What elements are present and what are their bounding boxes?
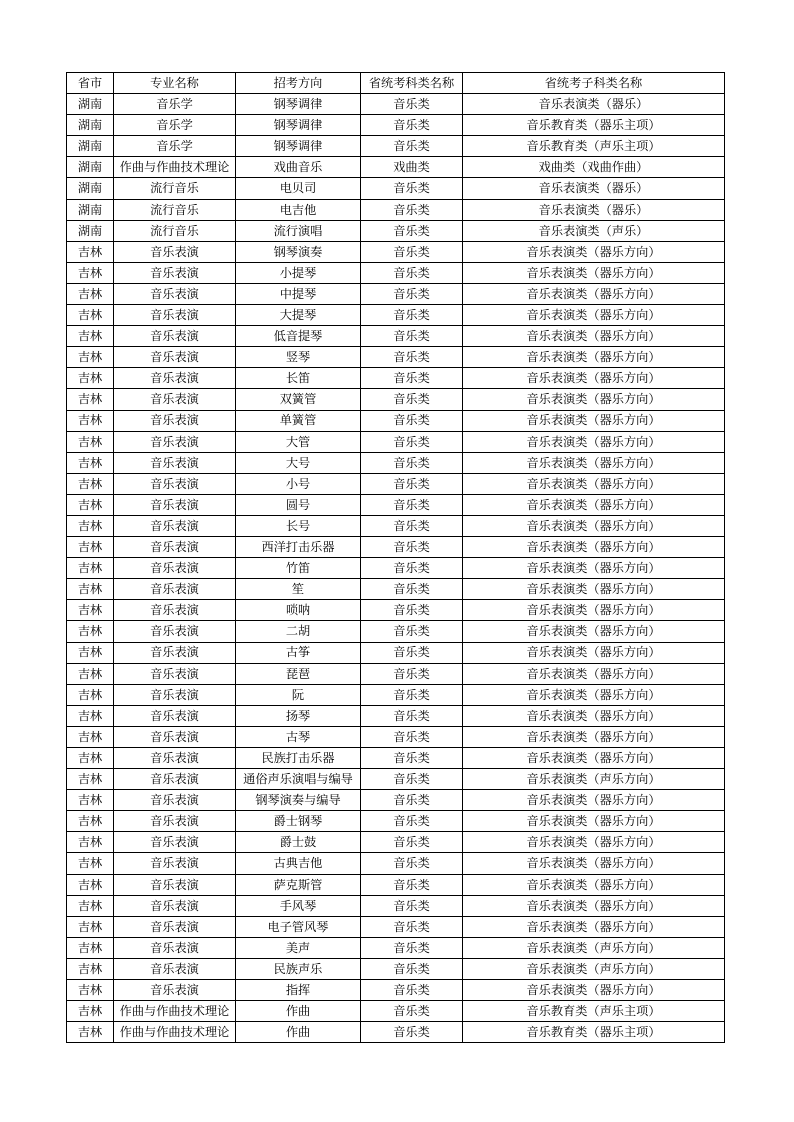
major-cell: 音乐表演	[114, 452, 236, 473]
province-cell: 吉林	[67, 769, 114, 790]
direction-cell: 长号	[236, 515, 361, 536]
enrollment-table	[66, 72, 725, 1043]
subcategory-cell: 音乐表演类（器乐方向）	[463, 537, 725, 558]
table-row	[67, 515, 725, 536]
province-cell: 吉林	[67, 283, 114, 304]
major-cell: 音乐表演	[114, 473, 236, 494]
major-cell: 音乐表演	[114, 853, 236, 874]
direction-cell: 圆号	[236, 494, 361, 515]
category-cell: 音乐类	[361, 494, 463, 515]
major-cell: 音乐学	[114, 136, 236, 157]
province-cell: 吉林	[67, 410, 114, 431]
major-cell: 音乐表演	[114, 980, 236, 1001]
table-row	[67, 220, 725, 241]
subcategory-cell: 音乐表演类（声乐方向）	[463, 958, 725, 979]
header-direction: 招考方向	[236, 73, 361, 94]
category-cell: 音乐类	[361, 579, 463, 600]
category-cell: 音乐类	[361, 537, 463, 558]
direction-cell: 钢琴调律	[236, 115, 361, 136]
direction-cell: 小号	[236, 473, 361, 494]
table-row	[67, 410, 725, 431]
category-cell: 音乐类	[361, 895, 463, 916]
table-row	[67, 431, 725, 452]
subcategory-cell: 音乐表演类（器乐方向）	[463, 326, 725, 347]
subcategory-cell: 音乐表演类（器乐方向）	[463, 748, 725, 769]
direction-cell: 阮	[236, 684, 361, 705]
direction-cell: 二胡	[236, 621, 361, 642]
major-cell: 音乐表演	[114, 937, 236, 958]
category-cell: 音乐类	[361, 663, 463, 684]
table-row	[67, 494, 725, 515]
subcategory-cell: 音乐表演类（器乐方向）	[463, 558, 725, 579]
category-cell: 音乐类	[361, 853, 463, 874]
category-cell: 音乐类	[361, 832, 463, 853]
table-row	[67, 199, 725, 220]
category-cell: 音乐类	[361, 283, 463, 304]
table-row	[67, 684, 725, 705]
province-cell: 吉林	[67, 916, 114, 937]
province-cell: 湖南	[67, 94, 114, 115]
major-cell: 作曲与作曲技术理论	[114, 1001, 236, 1022]
table-row	[67, 262, 725, 283]
subcategory-cell: 音乐表演类（器乐）	[463, 178, 725, 199]
table-row	[67, 726, 725, 747]
table-row	[67, 1022, 725, 1043]
header-category: 省统考科类名称	[361, 73, 463, 94]
province-cell: 吉林	[67, 347, 114, 368]
major-cell: 作曲与作曲技术理论	[114, 157, 236, 178]
province-cell: 吉林	[67, 853, 114, 874]
province-cell: 吉林	[67, 326, 114, 347]
major-cell: 音乐表演	[114, 748, 236, 769]
category-cell: 戏曲类	[361, 157, 463, 178]
table-row	[67, 178, 725, 199]
major-cell: 音乐表演	[114, 705, 236, 726]
province-cell: 吉林	[67, 790, 114, 811]
province-cell: 湖南	[67, 157, 114, 178]
table-row	[67, 389, 725, 410]
direction-cell: 大管	[236, 431, 361, 452]
direction-cell: 竹笛	[236, 558, 361, 579]
category-cell: 音乐类	[361, 958, 463, 979]
province-cell: 吉林	[67, 705, 114, 726]
category-cell: 音乐类	[361, 220, 463, 241]
table-row	[67, 368, 725, 389]
category-cell: 音乐类	[361, 94, 463, 115]
category-cell: 音乐类	[361, 262, 463, 283]
category-cell: 音乐类	[361, 178, 463, 199]
subcategory-cell: 音乐表演类（器乐方向）	[463, 241, 725, 262]
direction-cell: 唢呐	[236, 600, 361, 621]
major-cell: 音乐表演	[114, 431, 236, 452]
direction-cell: 民族声乐	[236, 958, 361, 979]
category-cell: 音乐类	[361, 1022, 463, 1043]
major-cell: 音乐学	[114, 94, 236, 115]
direction-cell: 钢琴调律	[236, 94, 361, 115]
category-cell: 音乐类	[361, 748, 463, 769]
direction-cell: 流行演唱	[236, 220, 361, 241]
direction-cell: 小提琴	[236, 262, 361, 283]
major-cell: 音乐表演	[114, 410, 236, 431]
direction-cell: 古筝	[236, 642, 361, 663]
direction-cell: 电吉他	[236, 199, 361, 220]
province-cell: 吉林	[67, 980, 114, 1001]
province-cell: 吉林	[67, 684, 114, 705]
direction-cell: 钢琴演奏	[236, 241, 361, 262]
subcategory-cell: 音乐表演类（器乐方向）	[463, 853, 725, 874]
category-cell: 音乐类	[361, 790, 463, 811]
subcategory-cell: 音乐表演类（器乐）	[463, 94, 725, 115]
major-cell: 音乐表演	[114, 790, 236, 811]
category-cell: 音乐类	[361, 452, 463, 473]
table-row	[67, 790, 725, 811]
direction-cell: 中提琴	[236, 283, 361, 304]
province-cell: 吉林	[67, 811, 114, 832]
subcategory-cell: 音乐表演类（声乐）	[463, 220, 725, 241]
direction-cell: 作曲	[236, 1001, 361, 1022]
major-cell: 流行音乐	[114, 199, 236, 220]
table-row	[67, 579, 725, 600]
major-cell: 音乐表演	[114, 283, 236, 304]
table-row	[67, 621, 725, 642]
direction-cell: 戏曲音乐	[236, 157, 361, 178]
province-cell: 吉林	[67, 494, 114, 515]
direction-cell: 作曲	[236, 1022, 361, 1043]
table-row	[67, 347, 725, 368]
subcategory-cell: 音乐表演类（器乐方向）	[463, 811, 725, 832]
major-cell: 音乐学	[114, 115, 236, 136]
subcategory-cell: 音乐表演类（器乐）	[463, 199, 725, 220]
major-cell: 音乐表演	[114, 769, 236, 790]
direction-cell: 大号	[236, 452, 361, 473]
subcategory-cell: 音乐教育类（器乐主项）	[463, 115, 725, 136]
province-cell: 吉林	[67, 1001, 114, 1022]
subcategory-cell: 音乐教育类（器乐主项）	[463, 1022, 725, 1043]
direction-cell: 爵士钢琴	[236, 811, 361, 832]
province-cell: 吉林	[67, 726, 114, 747]
province-cell: 吉林	[67, 621, 114, 642]
major-cell: 音乐表演	[114, 642, 236, 663]
province-cell: 吉林	[67, 473, 114, 494]
category-cell: 音乐类	[361, 199, 463, 220]
table-body	[67, 94, 725, 1043]
direction-cell: 爵士鼓	[236, 832, 361, 853]
subcategory-cell: 音乐表演类（器乐方向）	[463, 684, 725, 705]
subcategory-cell: 音乐表演类（器乐方向）	[463, 663, 725, 684]
province-cell: 吉林	[67, 832, 114, 853]
direction-cell: 双簧管	[236, 389, 361, 410]
table-row	[67, 326, 725, 347]
subcategory-cell: 音乐教育类（声乐主项）	[463, 1001, 725, 1022]
province-cell: 吉林	[67, 642, 114, 663]
category-cell: 音乐类	[361, 916, 463, 937]
subcategory-cell: 音乐表演类（器乐方向）	[463, 832, 725, 853]
subcategory-cell: 音乐表演类（器乐方向）	[463, 621, 725, 642]
major-cell: 音乐表演	[114, 368, 236, 389]
province-cell: 吉林	[67, 452, 114, 473]
major-cell: 音乐表演	[114, 958, 236, 979]
table-row	[67, 895, 725, 916]
major-cell: 音乐表演	[114, 600, 236, 621]
subcategory-cell: 音乐表演类（器乐方向）	[463, 790, 725, 811]
direction-cell: 大提琴	[236, 305, 361, 326]
category-cell: 音乐类	[361, 515, 463, 536]
major-cell: 音乐表演	[114, 305, 236, 326]
category-cell: 音乐类	[361, 431, 463, 452]
subcategory-cell: 音乐教育类（声乐主项）	[463, 136, 725, 157]
table-row	[67, 473, 725, 494]
table-row	[67, 663, 725, 684]
major-cell: 音乐表演	[114, 811, 236, 832]
table-row	[67, 748, 725, 769]
major-cell: 音乐表演	[114, 494, 236, 515]
major-cell: 音乐表演	[114, 874, 236, 895]
major-cell: 音乐表演	[114, 389, 236, 410]
subcategory-cell: 音乐表演类（器乐方向）	[463, 726, 725, 747]
subcategory-cell: 音乐表演类（器乐方向）	[463, 916, 725, 937]
province-cell: 吉林	[67, 958, 114, 979]
subcategory-cell: 音乐表演类（器乐方向）	[463, 431, 725, 452]
direction-cell: 萨克斯管	[236, 874, 361, 895]
table-row	[67, 937, 725, 958]
direction-cell: 竖琴	[236, 347, 361, 368]
province-cell: 吉林	[67, 748, 114, 769]
table-row	[67, 642, 725, 663]
table-row	[67, 600, 725, 621]
category-cell: 音乐类	[361, 980, 463, 1001]
province-cell: 吉林	[67, 579, 114, 600]
category-cell: 音乐类	[361, 326, 463, 347]
province-cell: 吉林	[67, 262, 114, 283]
province-cell: 吉林	[67, 663, 114, 684]
table-row	[67, 1001, 725, 1022]
major-cell: 作曲与作曲技术理论	[114, 1022, 236, 1043]
direction-cell: 通俗声乐演唱与编导	[236, 769, 361, 790]
table-row	[67, 157, 725, 178]
major-cell: 音乐表演	[114, 663, 236, 684]
major-cell: 音乐表演	[114, 558, 236, 579]
province-cell: 湖南	[67, 115, 114, 136]
major-cell: 音乐表演	[114, 326, 236, 347]
direction-cell: 美声	[236, 937, 361, 958]
table-row	[67, 811, 725, 832]
province-cell: 吉林	[67, 368, 114, 389]
category-cell: 音乐类	[361, 1001, 463, 1022]
table-row	[67, 136, 725, 157]
category-cell: 音乐类	[361, 600, 463, 621]
province-cell: 湖南	[67, 178, 114, 199]
category-cell: 音乐类	[361, 642, 463, 663]
direction-cell: 古典吉他	[236, 853, 361, 874]
major-cell: 音乐表演	[114, 515, 236, 536]
subcategory-cell: 音乐表演类（器乐方向）	[463, 368, 725, 389]
subcategory-cell: 音乐表演类（器乐方向）	[463, 600, 725, 621]
category-cell: 音乐类	[361, 684, 463, 705]
subcategory-cell: 音乐表演类（声乐方向）	[463, 937, 725, 958]
major-cell: 音乐表演	[114, 347, 236, 368]
major-cell: 音乐表演	[114, 726, 236, 747]
direction-cell: 琵琶	[236, 663, 361, 684]
subcategory-cell: 音乐表演类（器乐方向）	[463, 705, 725, 726]
category-cell: 音乐类	[361, 621, 463, 642]
province-cell: 吉林	[67, 1022, 114, 1043]
major-cell: 音乐表演	[114, 895, 236, 916]
category-cell: 音乐类	[361, 769, 463, 790]
table-header-row	[67, 73, 725, 94]
subcategory-cell: 音乐表演类（器乐方向）	[463, 283, 725, 304]
table-row	[67, 874, 725, 895]
table-row	[67, 832, 725, 853]
province-cell: 湖南	[67, 199, 114, 220]
major-cell: 音乐表演	[114, 832, 236, 853]
direction-cell: 钢琴演奏与编导	[236, 790, 361, 811]
subcategory-cell: 音乐表演类（器乐方向）	[463, 452, 725, 473]
direction-cell: 西洋打击乐器	[236, 537, 361, 558]
major-cell: 音乐表演	[114, 262, 236, 283]
direction-cell: 钢琴调律	[236, 136, 361, 157]
major-cell: 音乐表演	[114, 916, 236, 937]
major-cell: 流行音乐	[114, 220, 236, 241]
table-row	[67, 916, 725, 937]
province-cell: 吉林	[67, 537, 114, 558]
category-cell: 音乐类	[361, 241, 463, 262]
direction-cell: 单簧管	[236, 410, 361, 431]
category-cell: 音乐类	[361, 410, 463, 431]
subcategory-cell: 音乐表演类（器乐方向）	[463, 874, 725, 895]
subcategory-cell: 音乐表演类（声乐方向）	[463, 769, 725, 790]
category-cell: 音乐类	[361, 136, 463, 157]
province-cell: 吉林	[67, 895, 114, 916]
table-row	[67, 980, 725, 1001]
major-cell: 音乐表演	[114, 621, 236, 642]
subcategory-cell: 音乐表演类（器乐方向）	[463, 980, 725, 1001]
subcategory-cell: 戏曲类（戏曲作曲）	[463, 157, 725, 178]
major-cell: 音乐表演	[114, 684, 236, 705]
direction-cell: 长笛	[236, 368, 361, 389]
province-cell: 吉林	[67, 600, 114, 621]
direction-cell: 扬琴	[236, 705, 361, 726]
table-row	[67, 558, 725, 579]
category-cell: 音乐类	[361, 811, 463, 832]
category-cell: 音乐类	[361, 558, 463, 579]
subcategory-cell: 音乐表演类（器乐方向）	[463, 305, 725, 326]
table-row	[67, 241, 725, 262]
major-cell: 音乐表演	[114, 241, 236, 262]
province-cell: 吉林	[67, 937, 114, 958]
table-row	[67, 958, 725, 979]
subcategory-cell: 音乐表演类（器乐方向）	[463, 579, 725, 600]
header-subcategory: 省统考子科类名称	[463, 73, 725, 94]
table-row	[67, 115, 725, 136]
province-cell: 吉林	[67, 431, 114, 452]
category-cell: 音乐类	[361, 347, 463, 368]
category-cell: 音乐类	[361, 115, 463, 136]
direction-cell: 笙	[236, 579, 361, 600]
table-row	[67, 537, 725, 558]
direction-cell: 指挥	[236, 980, 361, 1001]
subcategory-cell: 音乐表演类（器乐方向）	[463, 515, 725, 536]
province-cell: 吉林	[67, 515, 114, 536]
header-province: 省市	[67, 73, 114, 94]
header-major: 专业名称	[114, 73, 236, 94]
table-row	[67, 705, 725, 726]
table-row	[67, 305, 725, 326]
province-cell: 湖南	[67, 220, 114, 241]
table-row	[67, 769, 725, 790]
province-cell: 吉林	[67, 389, 114, 410]
subcategory-cell: 音乐表演类（器乐方向）	[463, 389, 725, 410]
major-cell: 音乐表演	[114, 579, 236, 600]
direction-cell: 电子管风琴	[236, 916, 361, 937]
subcategory-cell: 音乐表演类（器乐方向）	[463, 473, 725, 494]
major-cell: 流行音乐	[114, 178, 236, 199]
category-cell: 音乐类	[361, 305, 463, 326]
category-cell: 音乐类	[361, 368, 463, 389]
direction-cell: 民族打击乐器	[236, 748, 361, 769]
table-row	[67, 853, 725, 874]
category-cell: 音乐类	[361, 937, 463, 958]
subcategory-cell: 音乐表演类（器乐方向）	[463, 642, 725, 663]
major-cell: 音乐表演	[114, 537, 236, 558]
table-row	[67, 94, 725, 115]
province-cell: 吉林	[67, 305, 114, 326]
category-cell: 音乐类	[361, 705, 463, 726]
category-cell: 音乐类	[361, 726, 463, 747]
province-cell: 吉林	[67, 241, 114, 262]
subcategory-cell: 音乐表演类（器乐方向）	[463, 494, 725, 515]
table-row	[67, 452, 725, 473]
subcategory-cell: 音乐表演类（器乐方向）	[463, 347, 725, 368]
category-cell: 音乐类	[361, 473, 463, 494]
province-cell: 湖南	[67, 136, 114, 157]
direction-cell: 电贝司	[236, 178, 361, 199]
subcategory-cell: 音乐表演类（器乐方向）	[463, 410, 725, 431]
table-row	[67, 283, 725, 304]
subcategory-cell: 音乐表演类（器乐方向）	[463, 895, 725, 916]
category-cell: 音乐类	[361, 389, 463, 410]
category-cell: 音乐类	[361, 874, 463, 895]
subcategory-cell: 音乐表演类（器乐方向）	[463, 262, 725, 283]
direction-cell: 古琴	[236, 726, 361, 747]
province-cell: 吉林	[67, 558, 114, 579]
direction-cell: 低音提琴	[236, 326, 361, 347]
direction-cell: 手风琴	[236, 895, 361, 916]
province-cell: 吉林	[67, 874, 114, 895]
